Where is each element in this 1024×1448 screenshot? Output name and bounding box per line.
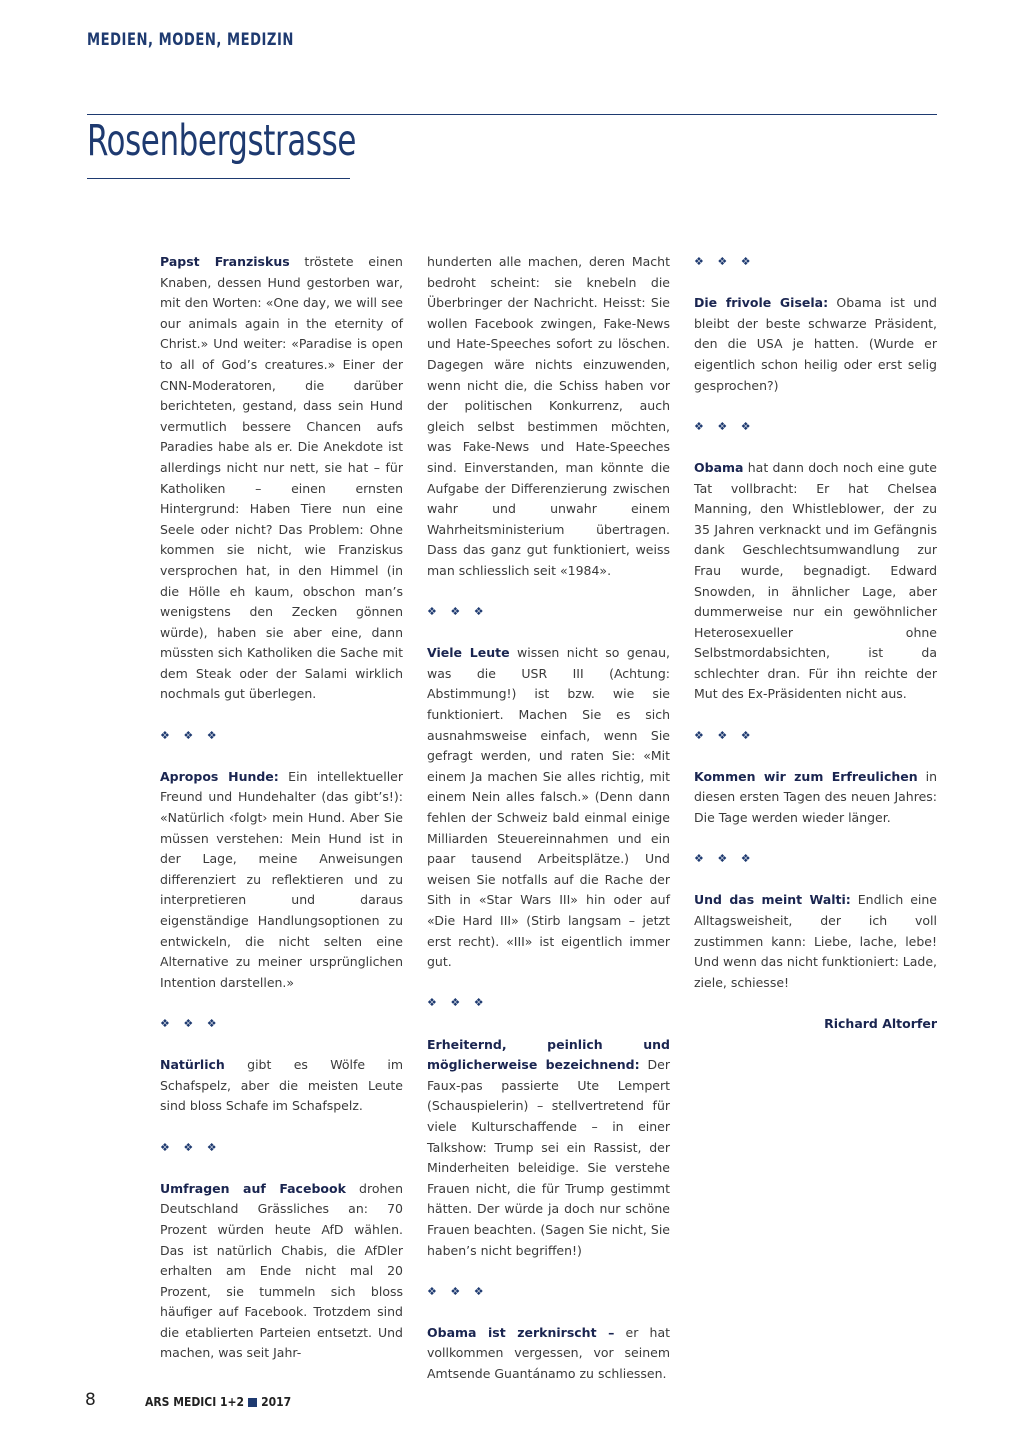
paragraph-text: Der Faux-pas passierte Ute Lempert (Schauspielerin) – stellvertretend für viele Kulturschaffende – in einer Talkshow: Trump sei ein Rassist, der Minderheiten beleidige. Sie verstehe Frauen nicht, die für Trump gestimmt hätten. Der würde ja doch nur schöne Frauen beachten. (Sagen Sie nicht, Sie haben’s nicht begriffen!)	[427, 1057, 670, 1258]
paragraph-lead: Papst Franziskus	[160, 254, 290, 269]
paragraph-text: tröstete einen Knaben, dessen Hund gestorben war, mit den Worten: «One day, we will see our animals again in the eternity of Christ.» Und weiter: «Paradise is open to all of God’s creatures.» Einer der CNN-Moderatoren, die darüber berichteten, gestand, dass sein Hund vermutlich bessere Chancen aufs Paradies habe als er. Die Anekdote ist allerdings nicht nur nett, sie hat – für Katholiken – einen ernsten Hintergrund: Haben Tiere nun eine Seele oder nicht? Das Problem: Ohne kommen sie nicht, wie Franziskus versprochen hat, in den Himmel (in die Hölle eh kaum, obschon man’s wenigstens den Zecken gönnen würde), haben sie aber eine, dann müssten sich Katholiken die Sache mit dem Steak oder der Salami wirklich nochmals gut überlegen.	[160, 254, 403, 702]
title-underline	[87, 178, 350, 179]
paragraph	[427, 643, 670, 973]
paragraph	[427, 1323, 670, 1385]
paragraph-text: Endlich eine Alltagsweisheit, der ich voll zustimmen kann: Liebe, lache, lebe! Und wenn das nicht funktioniert: Lade, ziele, schiesse!	[694, 892, 937, 990]
paragraph-text: hunderten alle machen, deren Macht bedroht scheint: sie knebeln die Überbringer der Nachricht. Heisst: Sie wollen Facebook zwingen, Fake-News und Hate-Speeches sofort zu löschen. Dagegen wäre nichts einzuwenden, wenn nicht die, die Schiss haben vor der politischen Konkurrenz, auch gleich selbst bestimmen möchten, was Fake-News und Hate-Speeches sind. Einverstanden, man könnte die Aufgabe der Differenzierung zwischen wahr und unwahr einem Wahrheitsministerium übertragen. Dass das ganz gut funktioniert, weiss man schliesslich seit «1984».	[427, 254, 670, 578]
paragraph	[694, 767, 937, 829]
paragraph-lead: Und das meint Walti:	[694, 892, 851, 908]
paragraph-lead: Obama	[694, 459, 744, 475]
separator-icon: ❖ ❖ ❖	[694, 255, 756, 268]
paragraph-lead: Kommen wir zum Erfreulichen	[694, 768, 918, 784]
separator-icon: ❖ ❖ ❖	[694, 852, 756, 866]
paragraph-lead: Viele Leute	[427, 645, 510, 661]
paragraph-text: hat dann doch noch eine gute Tat vollbracht: Er hat Chelsea Manning, den Whistleblower, der zu 35 Jahren verknackt und im Gefängnis dank Geschlechtsumwandlung zur Frau wurde, begnadigt. Edward Snowden, in ähnlicher Lage, aber dummerweise nur ein gewöhnlicher Heterosexueller ohne Selbstmordabsichten, ist da schlechter dran. Für ihn reichte der Mut des Ex-Präsidenten nicht aus.	[694, 459, 937, 702]
section-label: MEDIEN, MODEN, MEDIZIN	[87, 30, 294, 50]
paragraph-text: Ein intellektueller Freund und Hundehalter (das gibt’s!): «Natürlich ‹folgt› mein Hund. Aber Sie müssen verstehen: Mein Hund ist in der Lage, meine Anweisungen differenziert zu reflektieren und zu interpretieren und daraus eigenständige Handlungsoptionen zu entwickeln, die nicht selten eine Alternative zu meiner ursprünglichen Intention darstellen.»	[160, 768, 403, 990]
page-title: Rosenbergstrasse	[87, 116, 356, 166]
column-2	[427, 252, 670, 1385]
journal-name: ARS MEDICI 1+2	[145, 1395, 245, 1409]
paragraph	[160, 1055, 403, 1117]
paragraph	[160, 767, 403, 994]
footer-journal	[145, 1395, 291, 1409]
paragraph-lead: Umfragen auf Facebook	[160, 1180, 346, 1196]
separator-icon: ❖ ❖ ❖	[160, 728, 222, 742]
paragraph	[160, 252, 403, 705]
square-icon	[248, 1398, 257, 1407]
paragraph	[427, 1035, 670, 1262]
paragraph-text: er hat vollkommen vergessen, vor seinem Amtsende Guantánamo zu schliessen.	[427, 1324, 671, 1382]
author-name: Richard Altorfer	[824, 1015, 937, 1031]
column-1	[160, 252, 403, 1364]
paragraph-lead: Die frivole Gisela:	[694, 295, 829, 311]
separator-icon: ❖ ❖ ❖	[427, 605, 489, 619]
paragraph-text: Obama ist und bleibt der beste schwarze Präsident, den die USA je hatten. (Wurde er eigentlich schon heilig oder erst selig gesprochen?)	[694, 295, 937, 393]
paragraph	[694, 458, 937, 705]
separator-icon: ❖ ❖ ❖	[694, 419, 756, 433]
page-number: 8	[85, 1390, 96, 1410]
separator-icon: ❖ ❖ ❖	[694, 728, 756, 742]
paragraph	[427, 252, 670, 582]
header-rule	[87, 114, 937, 115]
paragraph-text: wissen nicht so genau, was die USR III (Achtung: Abstimmung!) ist bzw. wie sie funktioniert. Machen Sie es sich ausnahmsweise einfach, wenn Sie gefragt werden, und raten Sie: «Mit einem Ja machen Sie alles richtig, mit einem Nein alles falsch.» (Denn dann fehlen der Schweiz bald einmal einige Milliarden Steuereinnahmen und ein paar tausend Arbeitsplätze.) Und weisen Sie notfalls auf die Rache der Sith in «Star Wars III» hin oder auf «Die Hard III» (Stirb langsam – jetzt erst recht). «III» ist eigentlich immer gut.	[427, 645, 670, 970]
paragraph-lead: Apropos Hunde:	[160, 768, 279, 784]
separator-icon: ❖ ❖ ❖	[160, 1016, 222, 1030]
separator-icon: ❖ ❖ ❖	[427, 1284, 489, 1298]
journal-year: 2017	[261, 1395, 292, 1409]
paragraph-lead: Obama ist zerknirscht –	[427, 1324, 615, 1340]
paragraph-text: in diesen ersten Tagen des neuen Jahres: Die Tage werden wieder länger.	[694, 768, 937, 826]
paragraph-lead: Natürlich	[160, 1057, 225, 1073]
paragraph	[160, 1179, 403, 1364]
paragraph-text: gibt es Wölfe im Schafspelz, aber die meisten Leute sind bloss Schafe im Schafspelz.	[160, 1057, 403, 1114]
column-3	[694, 252, 937, 1035]
separator-icon: ❖ ❖ ❖	[160, 1140, 222, 1154]
paragraph	[694, 293, 937, 396]
paragraph-text: drohen Deutschland Grässliches an: 70 Prozent würden heute AfD wählen. Das ist natürlich Chabis, die AfDler erhalten am Ende nicht mal 20 Prozent, sie tummeln sich bloss häufiger auf Facebook. Trotzdem sind die etablierten Parteien entsetzt. Und machen, was seit Jahr-	[160, 1180, 403, 1361]
paragraph	[694, 890, 937, 993]
separator-icon: ❖ ❖ ❖	[427, 996, 489, 1010]
paragraph-lead: Erheiternd, peinlich und möglicherweise bezeichnend:	[427, 1036, 670, 1073]
